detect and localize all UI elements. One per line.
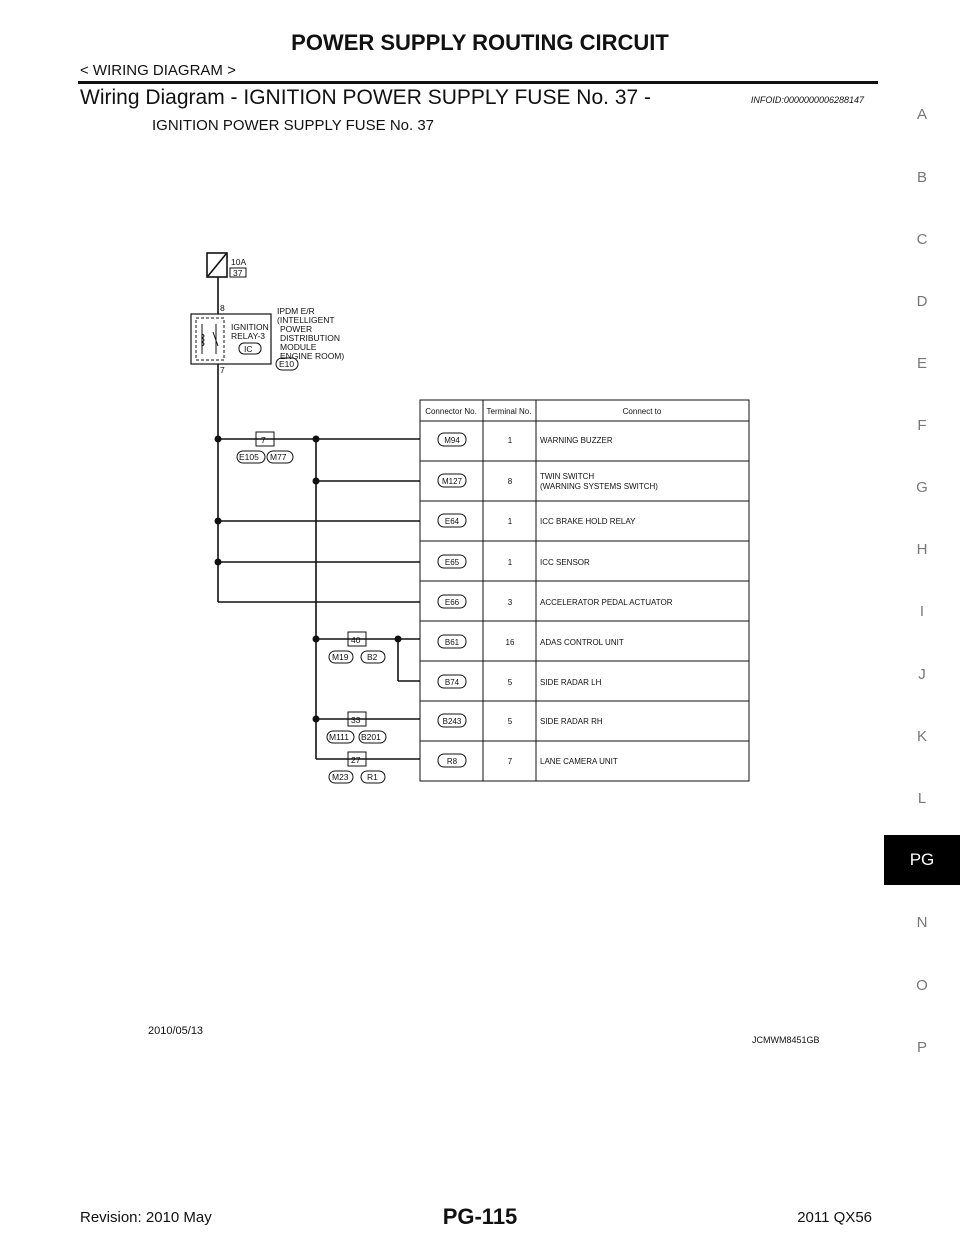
- junction-connector: E105: [239, 452, 259, 462]
- table-connector: E64: [444, 517, 460, 526]
- junction-connector: R1: [367, 772, 378, 782]
- tab-n[interactable]: N: [916, 914, 928, 931]
- relay-label-1: IGNITION: [231, 322, 269, 332]
- diagram-name: IGNITION POWER SUPPLY FUSE No. 37: [152, 117, 435, 134]
- tab-k[interactable]: K: [916, 728, 927, 745]
- ipdm-label-3: POWER: [280, 324, 313, 334]
- table-connect-to: LANE CAMERA UNIT: [540, 757, 618, 766]
- table-terminal: 1: [507, 558, 513, 567]
- table-terminal: 1: [507, 517, 513, 526]
- table-connect-to: WARNING BUZZER: [540, 436, 613, 445]
- section-label: < WIRING DIAGRAM >: [80, 62, 236, 79]
- diagram-date: 2010/05/13: [148, 1025, 204, 1037]
- table-connector: B243: [442, 717, 462, 726]
- tab-b[interactable]: B: [916, 169, 927, 186]
- table-connect-to: SIDE RADAR LH: [540, 678, 602, 687]
- junction-connector: M23: [332, 772, 349, 782]
- tab-f[interactable]: F: [917, 417, 927, 434]
- junction-connector: M19: [332, 652, 349, 662]
- info-id: INFOID:0000000006288147: [750, 95, 864, 105]
- table-connector: B74: [444, 678, 460, 687]
- ipdm-terminal-out: 7: [220, 365, 225, 375]
- tab-o[interactable]: O: [916, 977, 928, 994]
- ipdm-connector: E10: [279, 359, 295, 369]
- ipdm-label-5: MODULE: [280, 342, 317, 352]
- table-connect-to: ACCELERATOR PEDAL ACTUATOR: [540, 598, 673, 607]
- fuse-number: 37: [233, 268, 243, 278]
- tab-p[interactable]: P: [916, 1039, 927, 1056]
- junction-connector: B201: [361, 732, 381, 742]
- junction-connector: M111: [329, 732, 350, 742]
- model-label: 2011 QX56: [797, 1209, 872, 1226]
- page-title: POWER SUPPLY ROUTING CIRCUIT: [291, 30, 669, 55]
- figure-code: JCMWM8451GB: [752, 1035, 820, 1045]
- table-connector: E66: [444, 598, 460, 607]
- table-connect-to: SIDE RADAR RH: [540, 717, 603, 726]
- table-connector: R8: [446, 757, 458, 766]
- ipdm-label-1: IPDM E/R: [277, 306, 315, 316]
- section-tabs: [884, 0, 960, 1242]
- tab-pg-active[interactable]: PG: [884, 835, 960, 885]
- ipdm-label-2: (INTELLIGENT: [277, 315, 335, 325]
- table-connector: M127: [441, 477, 463, 486]
- diagram-heading: Wiring Diagram - IGNITION POWER SUPPLY FUSE No. 37 -: [80, 86, 651, 109]
- table-connect-to: TWIN SWITCH: [540, 472, 595, 481]
- junction-terminal: 40: [351, 635, 361, 645]
- tab-g[interactable]: G: [916, 479, 928, 496]
- ipdm-label-4: DISTRIBUTION: [280, 333, 340, 343]
- table-terminal: 16: [505, 638, 515, 647]
- tab-j[interactable]: J: [918, 666, 926, 683]
- junction-terminal: 7: [261, 435, 266, 445]
- tab-h[interactable]: H: [916, 541, 928, 558]
- junction-terminal: 27: [351, 755, 361, 765]
- ipdm-label-6: ENGINE ROOM): [280, 351, 345, 361]
- tab-e[interactable]: E: [916, 355, 927, 372]
- fuse-rating: 10A: [231, 257, 247, 267]
- revision-label: Revision: 2010 May: [80, 1209, 212, 1226]
- tab-c[interactable]: C: [916, 231, 928, 248]
- table-header: Terminal No.: [486, 407, 532, 416]
- relay-tag: IC: [244, 344, 253, 354]
- table-terminal: 5: [507, 717, 513, 726]
- table-connect-to: ADAS CONTROL UNIT: [540, 638, 624, 647]
- junction-connector: M77: [270, 452, 287, 462]
- relay-symbol: [196, 318, 224, 360]
- table-header: Connect to: [622, 407, 662, 416]
- ipdm-terminal-in: 8: [220, 303, 225, 313]
- table-connect-to: (WARNING SYSTEMS SWITCH): [540, 482, 658, 491]
- table-connect-to: ICC SENSOR: [540, 558, 590, 567]
- table-terminal: 3: [507, 598, 513, 607]
- tab-d[interactable]: D: [916, 293, 928, 310]
- junctions: [239, 435, 381, 782]
- table-header: Connector No.: [425, 407, 477, 416]
- relay-label-2: RELAY-3: [231, 331, 266, 341]
- junction-terminal: 33: [351, 715, 361, 725]
- tab-a[interactable]: A: [916, 106, 927, 123]
- table-connector: M94: [444, 436, 460, 445]
- junction-connector: B2: [367, 652, 378, 662]
- table-terminal: 8: [507, 477, 513, 486]
- table-terminal: 7: [507, 757, 513, 766]
- table-connector: E65: [444, 558, 460, 567]
- tab-l[interactable]: L: [917, 790, 927, 807]
- table-terminal: 5: [507, 678, 513, 687]
- table-terminal: 1: [507, 436, 513, 445]
- tab-i[interactable]: I: [919, 603, 925, 620]
- page-number: PG-115: [442, 1204, 518, 1229]
- table-connector: B61: [444, 638, 460, 647]
- table-connect-to: ICC BRAKE HOLD RELAY: [540, 517, 636, 526]
